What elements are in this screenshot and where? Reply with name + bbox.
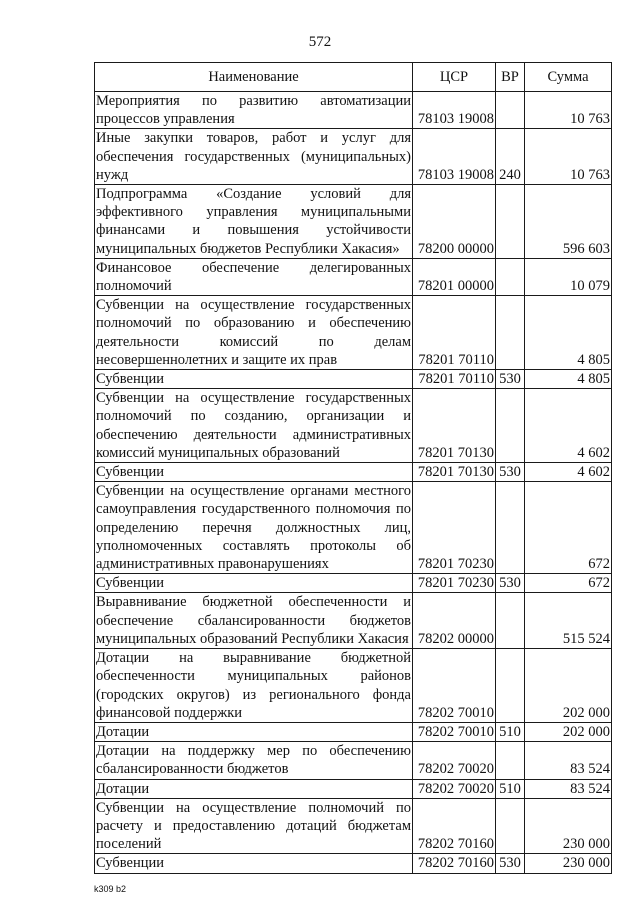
table-row — [95, 129, 612, 185]
row-sum: 10 079 — [525, 258, 612, 295]
row-csr: 78202 70010 — [413, 649, 496, 723]
row-name: Дотации — [95, 779, 413, 798]
row-sum: 515 524 — [525, 593, 612, 649]
table-row — [95, 854, 612, 873]
row-csr: 78202 70020 — [413, 779, 496, 798]
page-number: 572 — [308, 34, 332, 50]
row-vr — [496, 798, 525, 854]
header-vr: ВР — [496, 63, 525, 92]
row-csr: 78201 70230 — [413, 574, 496, 593]
row-sum: 672 — [525, 574, 612, 593]
row-name: Дотации на выравнивание бюджетной обеспеченности муниципальных районов (городских округов) из регионального фонда финансовой поддержки — [96, 650, 411, 721]
row-csr: 78201 70130 — [413, 389, 496, 463]
row-vr: 530 — [496, 463, 525, 482]
row-csr: 78202 70160 — [413, 854, 496, 873]
row-vr: 240 — [496, 129, 525, 185]
table-body — [95, 92, 612, 874]
table-row — [95, 370, 612, 389]
row-name: Иные закупки товаров, работ и услуг для обеспечения государственных (муниципальных) нужд — [96, 130, 411, 183]
row-vr — [496, 389, 525, 463]
row-vr — [496, 258, 525, 295]
row-csr: 78103 19008 — [413, 92, 496, 129]
table-row — [95, 92, 612, 129]
table-row — [95, 593, 612, 649]
row-sum: 202 000 — [525, 649, 612, 723]
table-row — [95, 649, 612, 723]
row-vr — [496, 593, 525, 649]
row-name: Финансовое обеспечение делегированных полномочий — [96, 259, 411, 295]
row-vr: 530 — [496, 370, 525, 389]
row-vr — [496, 742, 525, 779]
table-row — [95, 779, 612, 798]
row-csr: 78103 19008 — [413, 129, 496, 185]
footer-code: k309 b2 — [94, 884, 127, 894]
row-sum: 230 000 — [525, 854, 612, 873]
row-sum: 230 000 — [525, 798, 612, 854]
row-sum: 672 — [525, 482, 612, 574]
budget-table — [94, 62, 612, 874]
row-vr: 530 — [496, 854, 525, 873]
table-row — [95, 258, 612, 295]
row-vr — [496, 482, 525, 574]
table-row — [95, 574, 612, 593]
row-csr: 78200 00000 — [413, 185, 496, 259]
row-sum: 83 524 — [525, 779, 612, 798]
row-name: Мероприятия по развитию автоматизации процессов управления — [96, 93, 411, 128]
table-row — [95, 482, 612, 574]
row-vr — [496, 296, 525, 370]
table-row — [95, 722, 612, 741]
row-sum: 83 524 — [525, 742, 612, 779]
table-row — [95, 742, 612, 779]
row-vr: 510 — [496, 722, 525, 741]
row-sum: 10 763 — [525, 92, 612, 129]
table-row — [95, 185, 612, 259]
row-name: Субвенции на осуществление государственных полномочий по образованию и обеспечению деятельности комиссий по делам несовершеннолетних и защите их прав — [96, 297, 411, 368]
row-csr: 78201 70110 — [413, 370, 496, 389]
row-vr — [496, 185, 525, 259]
row-name: Субвенции на осуществление полномочий по расчету и предоставлению дотаций бюджетам поселений — [96, 799, 411, 853]
table-row — [95, 798, 612, 854]
row-name: Дотации на поддержку мер по обеспечению сбалансированности бюджетов — [96, 743, 411, 778]
row-sum: 4 805 — [525, 296, 612, 370]
row-sum: 4 602 — [525, 463, 612, 482]
row-sum: 202 000 — [525, 722, 612, 741]
row-name: Субвенции на осуществление государственных полномочий по созданию, организации и обеспечению деятельности административных комиссий муниципальных образований — [96, 390, 411, 461]
row-vr: 530 — [496, 574, 525, 593]
table-row — [95, 296, 612, 370]
row-vr — [496, 92, 525, 129]
row-name: Подпрограмма «Создание условий для эффективного управления муниципальными финансами и повышения устойчивости муниципальных бюджетов Республики Хакасия» — [96, 186, 411, 257]
row-sum: 4 602 — [525, 389, 612, 463]
row-sum: 4 805 — [525, 370, 612, 389]
row-csr: 78201 70110 — [413, 296, 496, 370]
row-name: Субвенции — [95, 854, 413, 873]
row-csr: 78201 00000 — [413, 258, 496, 295]
table-row — [95, 389, 612, 463]
row-csr: 78202 70020 — [413, 742, 496, 779]
row-csr: 78201 70130 — [413, 463, 496, 482]
table-header-row — [95, 63, 612, 92]
header-sum: Сумма — [525, 63, 612, 92]
row-sum: 596 603 — [525, 185, 612, 259]
header-name: Наименование — [95, 63, 413, 92]
row-csr: 78202 00000 — [413, 593, 496, 649]
row-csr: 78201 70230 — [413, 482, 496, 574]
row-name: Субвенции — [95, 370, 413, 389]
header-csr: ЦСР — [413, 63, 496, 92]
row-name: Выравнивание бюджетной обеспеченности и обеспечение сбалансированности бюджетов муниципальных образований Республики Хакасия — [96, 594, 411, 647]
row-name: Субвенции на осуществление органами местного самоуправления государственного полномочия по определению перечня должностных лиц, уполномоченных составлять протоколы об административных правонарушениях — [96, 483, 411, 573]
row-csr: 78202 70160 — [413, 798, 496, 854]
row-name: Субвенции — [95, 574, 413, 593]
row-name: Субвенции — [95, 463, 413, 482]
row-sum: 10 763 — [525, 129, 612, 185]
row-vr — [496, 649, 525, 723]
row-vr: 510 — [496, 779, 525, 798]
table-row — [95, 463, 612, 482]
row-csr: 78202 70010 — [413, 722, 496, 741]
row-name: Дотации — [95, 722, 413, 741]
